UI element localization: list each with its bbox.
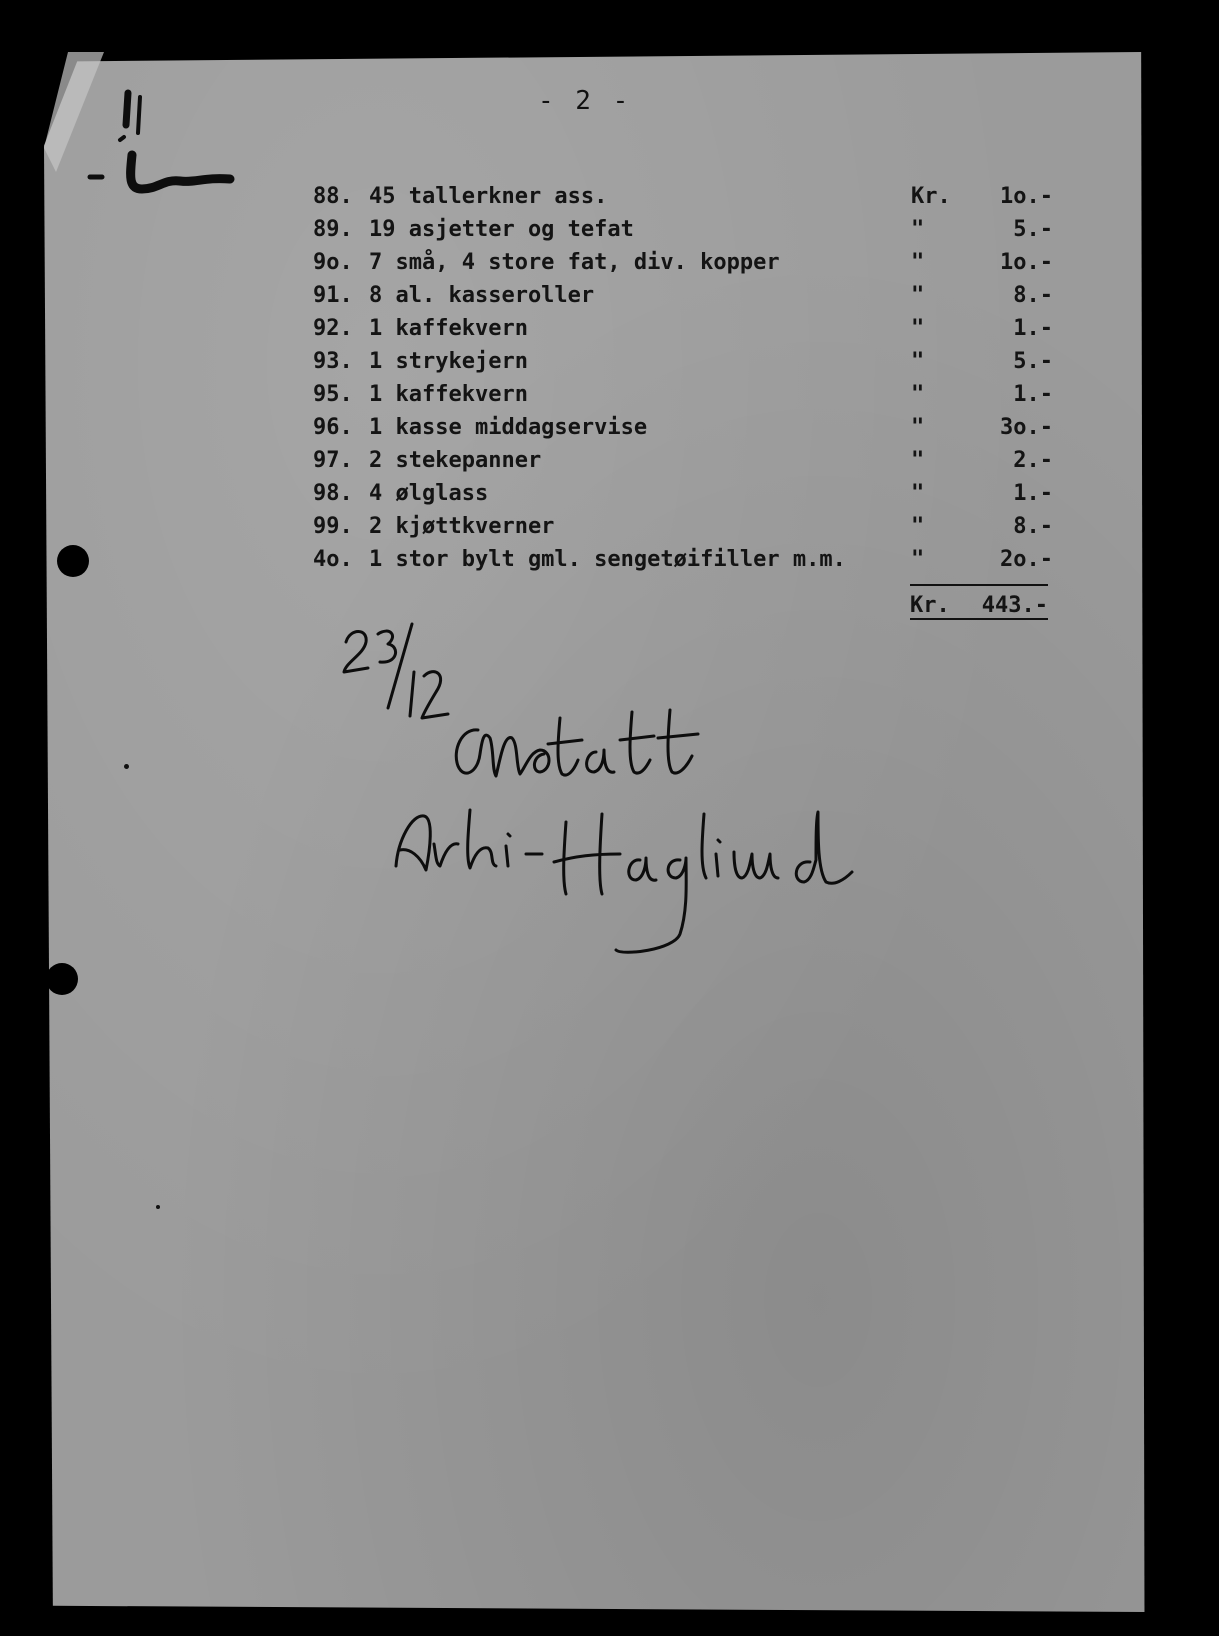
- list-item: [313, 246, 1053, 279]
- item-description: 2 stekepanner: [369, 448, 542, 473]
- item-amount: 8.-: [1013, 514, 1053, 539]
- item-number: 89.: [313, 217, 353, 242]
- item-description: 1 kasse middagservise: [369, 415, 648, 440]
- total-amount: 443.-: [981, 593, 1048, 618]
- item-number: 4o.: [313, 547, 353, 572]
- item-description: 4 ølglass: [369, 481, 489, 506]
- item-currency: ": [911, 283, 925, 308]
- handwritten-note-text: [448, 700, 452, 701]
- item-description: 7 små, 4 store fat, div. kopper: [369, 250, 780, 275]
- item-currency: ": [911, 349, 925, 374]
- item-amount: 2.-: [1013, 448, 1053, 473]
- handwritten-date-text: [340, 620, 343, 621]
- item-description: 1 kaffekvern: [369, 382, 528, 407]
- item-amount: 5.-: [1013, 349, 1053, 374]
- signature-text: [390, 800, 397, 801]
- item-number: 99.: [313, 514, 353, 539]
- item-currency: ": [911, 250, 925, 275]
- list-item: [313, 543, 1053, 576]
- total-currency: Kr.: [910, 593, 950, 618]
- item-currency: ": [911, 547, 925, 572]
- item-description: 8 al. kasseroller: [369, 283, 595, 308]
- item-number: 97.: [313, 448, 353, 473]
- item-description: 1 strykejern: [369, 349, 528, 374]
- list-item: [313, 378, 1053, 411]
- item-amount: 1.-: [1013, 481, 1053, 506]
- item-number: 95.: [313, 382, 353, 407]
- item-amount: 8.-: [1013, 283, 1053, 308]
- margin-scribble: [80, 85, 240, 205]
- total-row: [910, 593, 1048, 618]
- list-item: [313, 477, 1053, 510]
- item-description: 1 stor bylt gml. sengetøifiller m.m.: [369, 547, 846, 572]
- sum-rule-top: [910, 584, 1048, 586]
- item-number: 9o.: [313, 250, 353, 275]
- item-description: 45 tallerkner ass.: [369, 184, 608, 209]
- punch-hole-top: [57, 545, 89, 577]
- item-amount: 1o.-: [1000, 184, 1053, 209]
- item-amount: 5.-: [1013, 217, 1053, 242]
- list-item: [313, 279, 1053, 312]
- item-currency: ": [911, 448, 925, 473]
- signature: [390, 800, 910, 960]
- item-amount: 1.-: [1013, 316, 1053, 341]
- list-item: [313, 213, 1053, 246]
- item-currency: ": [911, 415, 925, 440]
- list-item: [313, 180, 1053, 213]
- item-currency: ": [911, 316, 925, 341]
- page-number: - 2 -: [538, 86, 632, 116]
- punch-hole-bottom: [46, 963, 78, 995]
- handwritten-note: [448, 700, 748, 810]
- item-currency: ": [911, 382, 925, 407]
- item-number: 91.: [313, 283, 353, 308]
- handwritten-date: [340, 620, 460, 730]
- item-currency: ": [911, 514, 925, 539]
- list-item: [313, 345, 1053, 378]
- item-number: 93.: [313, 349, 353, 374]
- item-currency: Kr.: [911, 184, 951, 209]
- item-amount: 2o.-: [1000, 547, 1053, 572]
- item-amount: 1o.-: [1000, 250, 1053, 275]
- item-currency: ": [911, 217, 925, 242]
- list-item: [313, 312, 1053, 345]
- list-item: [313, 444, 1053, 477]
- ink-speck: [156, 1205, 160, 1209]
- item-amount: 3o.-: [1000, 415, 1053, 440]
- item-amount: 1.-: [1013, 382, 1053, 407]
- item-currency: ": [911, 481, 925, 506]
- sum-rule-bottom: [910, 618, 1048, 620]
- ink-speck: [124, 764, 129, 769]
- item-number: 96.: [313, 415, 353, 440]
- item-description: 2 kjøttkverner: [369, 514, 555, 539]
- list-item: [313, 510, 1053, 543]
- item-number: 98.: [313, 481, 353, 506]
- list-item: [313, 411, 1053, 444]
- inventory-list: [313, 180, 1053, 576]
- item-description: 19 asjetter og tefat: [369, 217, 634, 242]
- item-number: 92.: [313, 316, 353, 341]
- item-description: 1 kaffekvern: [369, 316, 528, 341]
- item-number: 88.: [313, 184, 353, 209]
